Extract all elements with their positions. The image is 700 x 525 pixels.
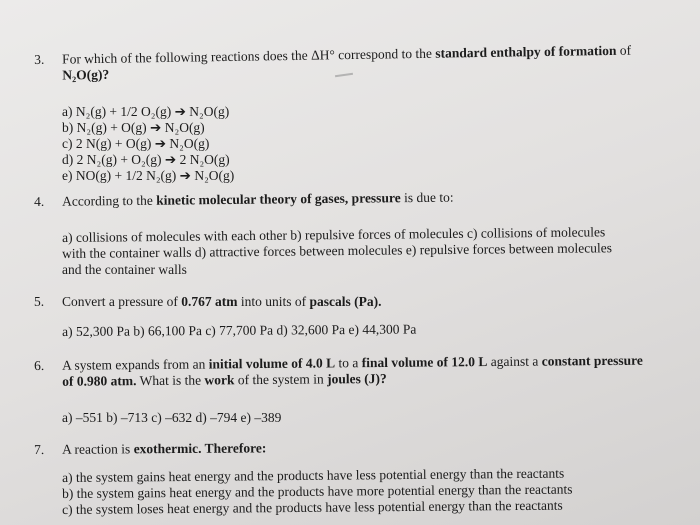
- question-text: against a: [490, 353, 539, 370]
- question-number: 7.: [34, 441, 45, 457]
- question-7: [34, 440, 266, 458]
- question-bold-text: N₂O(g)?: [62, 66, 110, 83]
- question-text: into units of: [240, 294, 307, 309]
- question-text: of the system in: [237, 371, 324, 388]
- question-bold-text: kinetic molecular theory of gases, pressure: [156, 190, 401, 208]
- option-4-line-2: with the container walls d) attractive forces between molecules e) repulsive forces between molecules: [62, 240, 613, 261]
- question-text: What is the: [139, 372, 202, 389]
- question-bold-text: pascals (Pa).: [309, 294, 382, 309]
- option-4-line-1: a) collisions of molecules with each other b) repulsive forces of molecules c) collisions of molecules: [62, 224, 606, 245]
- question-text: According to the: [61, 192, 153, 209]
- question-text: A reaction is: [61, 441, 131, 457]
- option-3c: c) 2 N(g) + O(g) ➔ N₂O(g): [62, 136, 210, 151]
- option-4-line-3: and the container walls: [62, 262, 187, 277]
- options-6: a) –551 b) –713 c) –632 d) –794 e) –389: [62, 410, 282, 425]
- question-bold-text: of 0.980 atm.: [62, 373, 137, 389]
- question-bold-text: standard enthalpy of formation: [435, 42, 617, 61]
- option-3e: e) NO(g) + 1/2 N₂(g) ➔ N₂O(g): [62, 168, 235, 183]
- option-3a: a) N₂(g) + 1/2 O₂(g) ➔ N₂O(g): [62, 104, 230, 119]
- question-5: [34, 294, 381, 310]
- question-text: For which of the following reactions does the ΔH° correspond to the: [61, 45, 433, 67]
- question-text: Convert a pressure of: [62, 294, 178, 309]
- option-7a: a) the system gains heat energy and the products have less potential energy than the reactants: [62, 465, 565, 485]
- option-7b: b) the system gains heat energy and the products have more potential energy than the reactants: [62, 481, 573, 501]
- question-number: 4.: [34, 193, 45, 209]
- question-6: [34, 353, 643, 390]
- option-7c: c) the system loses heat energy and the products have less potential energy than the reactants: [62, 497, 563, 517]
- question-bold-text: constant pressure: [541, 352, 643, 369]
- question-4: [34, 190, 454, 210]
- question-3: [34, 43, 631, 84]
- option-3d: d) 2 N₂(g) + O₂(g) ➔ 2 N₂O(g): [62, 152, 230, 167]
- question-text: to a: [338, 355, 359, 371]
- question-text: A system expands from an: [61, 356, 206, 373]
- question-bold-text: joules (J)?: [327, 370, 387, 387]
- option-3b: b) N₂(g) + O(g) ➔ N₂O(g): [62, 120, 205, 135]
- question-bold-text: 0.767 atm: [181, 294, 238, 309]
- question-bold-text: final volume of 12.0 L: [361, 354, 488, 371]
- question-number: 5.: [34, 294, 45, 309]
- question-number: 6.: [34, 357, 45, 373]
- options-5: a) 52,300 Pa b) 66,100 Pa c) 77,700 Pa d) 32,600 Pa e) 44,300 Pa: [62, 321, 417, 339]
- question-bold-text: work: [204, 372, 235, 388]
- question-bold-text: exothermic. Therefore:: [133, 440, 267, 457]
- question-number: 3.: [34, 51, 45, 67]
- question-text: is due to:: [403, 189, 454, 206]
- question-bold-text: initial volume of 4.0 L: [208, 355, 336, 372]
- question-text: of: [619, 42, 632, 58]
